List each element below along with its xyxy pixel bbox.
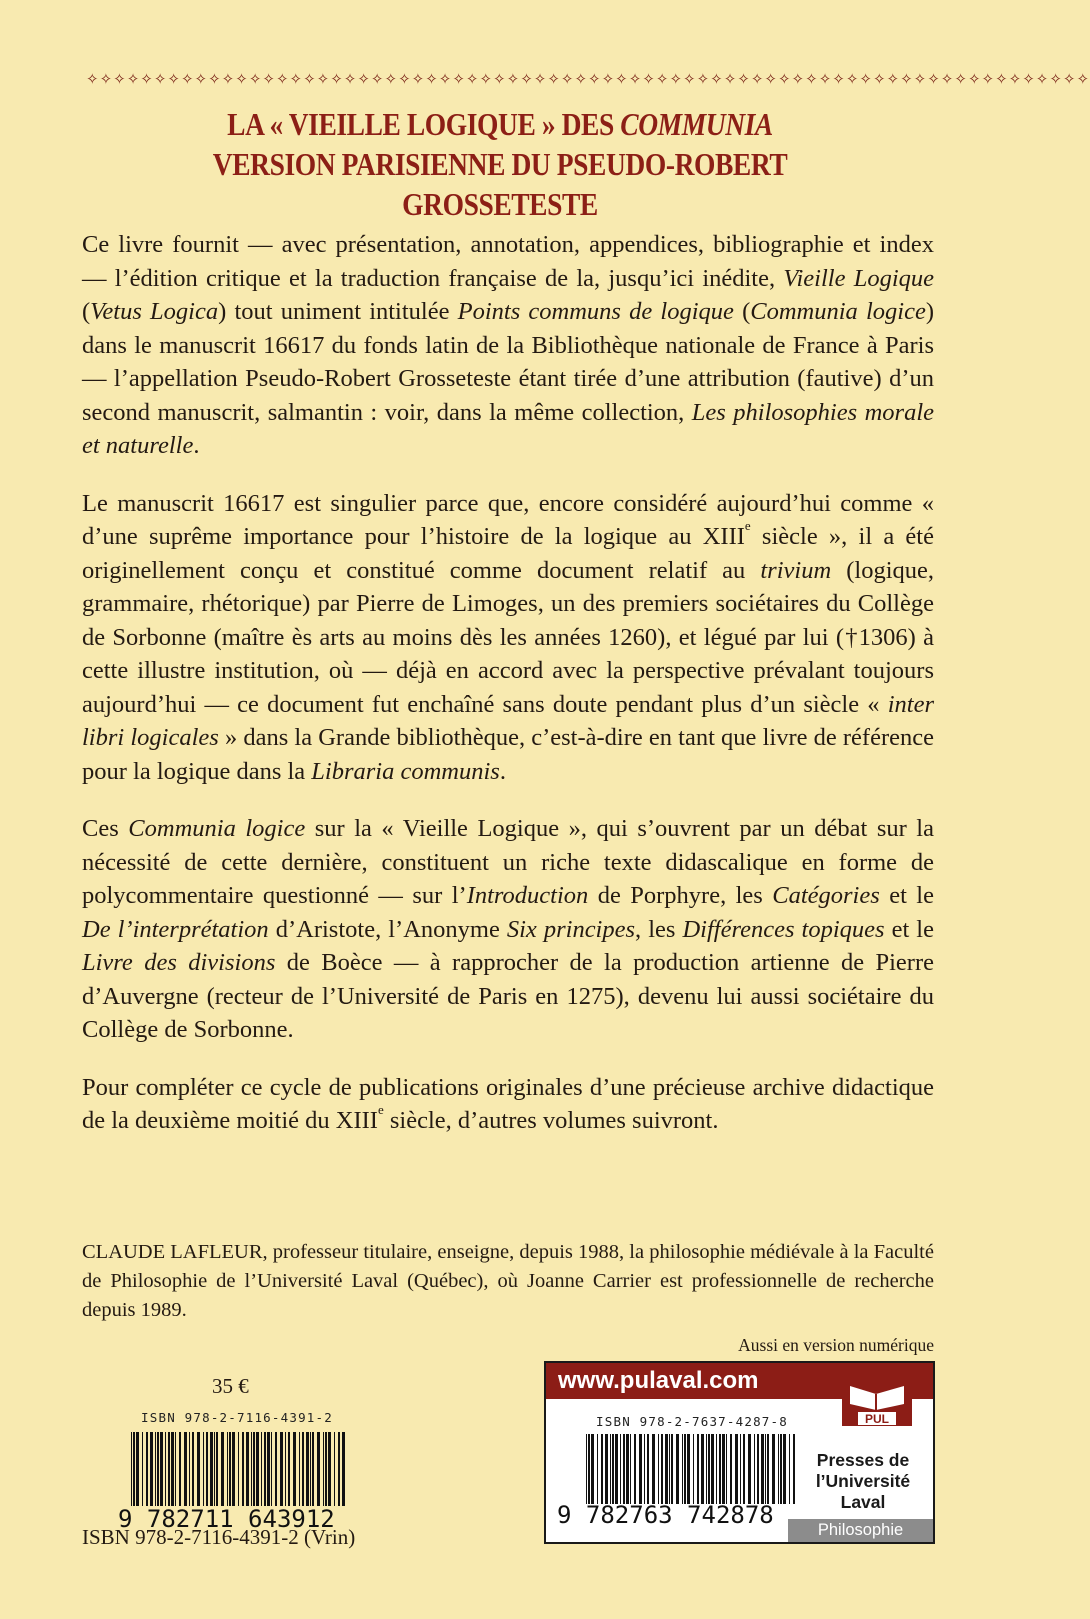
barcode-bar (275, 1432, 277, 1506)
barcode-bar (793, 1434, 795, 1504)
barcode-bar (586, 1434, 587, 1504)
barcode-bar (743, 1434, 745, 1504)
barcode-bar (302, 1432, 304, 1506)
barcode-bar (730, 1434, 732, 1504)
text: » dans la Grande bibliothèque, c’est-à-dire en tant que livre de référence pour la logique dans la (82, 724, 934, 785)
barcode-bar (719, 1434, 721, 1504)
barcode-bar (634, 1434, 636, 1504)
barcode-bar (334, 1432, 335, 1506)
text: ) dans le manuscrit 16617 du fonds latin de la Bibliothèque nationale de France à Paris — l’appellation Pseudo-Robert Grosseteste étant tirée d’une attribution (fautive) d’un second manuscrit, salmantin : voir, dans la même collection, (82, 298, 934, 426)
barcode-bar (701, 1434, 704, 1504)
barcode-bar (310, 1432, 311, 1506)
barcode-bar (669, 1434, 670, 1504)
barcode-bar (242, 1432, 244, 1506)
text: siècle », il a été originellement conçu et constitué comme document relatif au (82, 523, 934, 584)
barcode-bar (184, 1432, 187, 1506)
barcode-bar (676, 1434, 679, 1504)
barcode-bar (693, 1434, 694, 1504)
barcode-bar (146, 1432, 148, 1506)
barcode-bar (155, 1432, 156, 1506)
barcode-bar (179, 1432, 181, 1506)
barcode-bar (251, 1432, 252, 1506)
text: et le (884, 915, 934, 943)
barcode-bar (216, 1432, 218, 1506)
barcode-bar (280, 1432, 283, 1506)
barcode-bar (612, 1434, 614, 1504)
barcode-bar (253, 1432, 255, 1506)
barcode-bar (157, 1432, 159, 1506)
text: et le (879, 882, 934, 909)
barcode-bar (160, 1432, 163, 1506)
barcode-bar (716, 1434, 717, 1504)
barcode-bar (610, 1434, 611, 1504)
barcode-bar (658, 1434, 659, 1504)
barcode-bar (754, 1434, 755, 1504)
barcode-bar (131, 1432, 132, 1506)
author-name: CLAUDE LAFLEUR (82, 1241, 263, 1263)
italic-text: Différences topiques (682, 915, 885, 943)
barcode-bar (221, 1432, 224, 1506)
text: Ce livre fournit — avec présentation, annotation, appendices, bibliographie et index — l’édition critique et la traduction française de la, jusqu’ici inédite, (82, 231, 934, 292)
text: d’Aristote, l’Anonyme (268, 915, 507, 943)
barcode-bar (210, 1432, 213, 1506)
barcode-bar (630, 1434, 631, 1504)
text: Pour compléter ce cycle de publications originales d’une précieuse archive didactique de la deuxième moitié du XIII (82, 1073, 934, 1134)
barcode-bar (338, 1432, 340, 1506)
barcode-bar (271, 1432, 272, 1506)
barcode-bar (293, 1432, 296, 1506)
barcode-bar (588, 1434, 590, 1504)
italic-text: Vetus Logica (90, 298, 219, 325)
title-line1-b: COMMUNIA (620, 106, 773, 142)
book-title (122, 104, 879, 224)
barcode-bar (232, 1432, 235, 1506)
price: 35 € (212, 1374, 249, 1398)
text: ) tout uniment intitulée (218, 298, 458, 325)
barcode-bar (726, 1434, 727, 1504)
pul-name-line: Laval (840, 1492, 886, 1512)
barcode-bar (748, 1434, 751, 1504)
barcode-bar (299, 1432, 300, 1506)
barcode-bar (150, 1432, 153, 1506)
italic-text: De l’interprétation (82, 915, 269, 943)
barcode-bar (722, 1434, 725, 1504)
barcode-bar (697, 1434, 699, 1504)
barcode-bar (328, 1432, 331, 1506)
barcode-bar (789, 1434, 790, 1504)
italic-text: Les philosophies morale et naturelle (82, 398, 935, 459)
barcode-bar (171, 1432, 174, 1506)
barcode-bar (214, 1432, 215, 1506)
barcode-bar (597, 1434, 598, 1504)
collection-label: Philosophie (788, 1519, 933, 1542)
barcode-bar (246, 1432, 249, 1506)
barcode-bar (620, 1434, 621, 1504)
pul-name-line: Presses de (816, 1450, 910, 1470)
text: de Porphyre, les (588, 882, 773, 909)
barcode-bar (605, 1434, 608, 1504)
text: , les (635, 915, 683, 943)
title-line2: VERSION PARISIENNE DU PSEUDO-ROBERT GROSSETESTE (212, 146, 788, 222)
italic-text: Points communs de logique (457, 298, 734, 325)
barcode-bar (772, 1434, 775, 1504)
italic-text: Introduction (466, 882, 589, 909)
barcode-bar (285, 1432, 286, 1506)
italic-text: Six principes (506, 915, 636, 943)
barcode-bar (591, 1434, 594, 1504)
barcode-bar (684, 1434, 686, 1504)
barcode-bar (740, 1434, 741, 1504)
barcode-bar (317, 1432, 320, 1506)
barcode-bar (192, 1432, 194, 1506)
barcode-bar (142, 1432, 143, 1506)
pul-name-line: l’Université (815, 1471, 911, 1491)
italic-text: inter libri logicales (82, 690, 934, 751)
barcode-bar (238, 1432, 239, 1506)
barcode-bar (206, 1432, 208, 1506)
barcode-bar (671, 1434, 673, 1504)
text: Ces (82, 815, 129, 842)
barcode-bar (687, 1434, 690, 1504)
superscript: e (744, 518, 751, 533)
barcode-bar (312, 1432, 314, 1506)
text: sur la « Vieille Logique », qui s’ouvrent par un débat sur la nécessité de cette dernière, constituent un riche texte didascalique en forme de polycommentaire questionné — sur l’ (82, 815, 934, 909)
barcode-bar (227, 1432, 228, 1506)
decorative-border: ✧✧✧✧✧✧✧✧✧✧✧✧✧✧✧✧✧✧✧✧✧✧✧✧✧✧✧✧✧✧✧✧✧✧✧✧✧✧✧✧✧✧✧✧✧✧✧✧✧✧✧✧✧✧✧✧✧✧✧✧✧✧✧✧✧✧✧✧✧✧✧✧✧✧ (86, 70, 1090, 88)
italic-text: trivium (760, 556, 832, 584)
barcode-bar (306, 1432, 309, 1506)
barcode-bar (761, 1434, 764, 1504)
italic-text: Catégories (772, 882, 880, 909)
barcode-bar (711, 1434, 714, 1504)
barcode-bar (267, 1432, 270, 1506)
author-text: , professeur titulaire, enseigne, depuis 1988, la philosophie médiévale à la Faculté de Philosophie de l’Université Laval (Québec), où Joanne Carrier est professionnelle de recherche depuis 1989. (82, 1241, 934, 1321)
digital-version-note: Aussi en version numérique (738, 1335, 934, 1355)
barcode-bar (261, 1432, 262, 1506)
author-bio (82, 1238, 934, 1325)
text: ( (82, 298, 91, 325)
paragraph-1 (82, 228, 934, 463)
barcode-bar (203, 1432, 204, 1506)
text: siècle, d’autres volumes suivront. (383, 1107, 719, 1134)
barcode-bar (288, 1432, 290, 1506)
back-cover-text (82, 228, 934, 1162)
barcode-bar (342, 1432, 345, 1506)
barcode-bar (256, 1432, 259, 1506)
barcode-bar (652, 1434, 655, 1504)
barcode-bar (601, 1434, 603, 1504)
barcode-bar (644, 1434, 645, 1504)
pul-publisher-name (793, 1450, 933, 1513)
barcode-bar (647, 1434, 649, 1504)
barcode-bar (133, 1432, 135, 1506)
text: ( (733, 298, 751, 325)
barcode-bar (778, 1434, 779, 1504)
barcode-bar (757, 1434, 759, 1504)
isbn-label-pul: ISBN 978-2-7637-4287-8 (596, 1414, 788, 1429)
italic-text: Livre des divisions (82, 949, 276, 976)
pul-url: www.pulaval.com (546, 1363, 933, 1399)
barcode-bar (706, 1434, 707, 1504)
italic-text: Libraria communis (311, 757, 500, 785)
barcode-bar (767, 1434, 769, 1504)
barcode-bar (175, 1432, 176, 1506)
pul-logo-text: PUL (865, 1412, 889, 1426)
superscript: e (377, 1102, 384, 1117)
barcode-bar (615, 1434, 618, 1504)
isbn-vrin: ISBN 978-2-7116-4391-2 (Vrin) (82, 1525, 356, 1549)
text: Le manuscrit 16617 est singulier parce que, encore considéré aujourd’hui comme « d’une suprême importance pour l’histoire de la logique au XIII (82, 489, 934, 550)
barcode-bar (264, 1432, 266, 1506)
barcode-bar (323, 1432, 324, 1506)
isbn-label-vrin: ISBN 978-2-7116-4391-2 (141, 1410, 333, 1425)
barcode-digits-pul: 9 782763 742878 (557, 1501, 774, 1529)
barcode-bar (661, 1434, 663, 1504)
barcode-bar (665, 1434, 668, 1504)
barcode-bar (682, 1434, 683, 1504)
barcode-bar (229, 1432, 231, 1506)
barcode-bar (136, 1432, 139, 1506)
barcode-bar (168, 1432, 170, 1506)
italic-text: Vieille Logique (783, 264, 934, 292)
italic-text: Communia logice (750, 298, 926, 325)
barcode-bar (780, 1434, 782, 1504)
title-line1-a: LA « VIEILLE LOGIQUE » DES (227, 106, 621, 142)
barcode-bar (639, 1434, 642, 1504)
barcode-digits-vrin: 9 782711 643912 (118, 1505, 335, 1533)
barcode-bar (189, 1432, 190, 1506)
italic-text: Communia logice (128, 815, 306, 842)
text: . (193, 432, 200, 459)
barcode-bar (626, 1434, 629, 1504)
text: de Boèce — à rapprocher de la production artienne de Pierre d’Auvergne (recteur de l’Université de Paris en 1275), devenu lui aussi sociétaire du Collège de Sorbonne. (82, 949, 934, 1043)
paragraph-3 (82, 812, 934, 1047)
barcode-bar (783, 1434, 786, 1504)
barcode-bar (623, 1434, 625, 1504)
barcode-bar (708, 1434, 710, 1504)
pul-logo-icon (836, 1374, 918, 1428)
text: (logique, grammaire, rhétorique) par Pierre de Limoges, un des premiers sociétaires du Collège de Sorbonne (maître ès arts au moins dès les années 1260), et légué par lui (†1306) à cette illustre institution, où — déjà en accord avec la perspective prévalant toujours aujourd’hui — ce document fut enchaîné sans doute pendant plus d’un siècle « (82, 556, 934, 718)
paragraph-2 (82, 487, 934, 789)
barcode-bar (735, 1434, 738, 1504)
paragraph-4 (82, 1071, 934, 1138)
barcode-bar (165, 1432, 166, 1506)
barcode-bar (765, 1434, 766, 1504)
barcode-bar (197, 1432, 200, 1506)
barcode-bar (325, 1432, 327, 1506)
text: . (499, 757, 506, 785)
